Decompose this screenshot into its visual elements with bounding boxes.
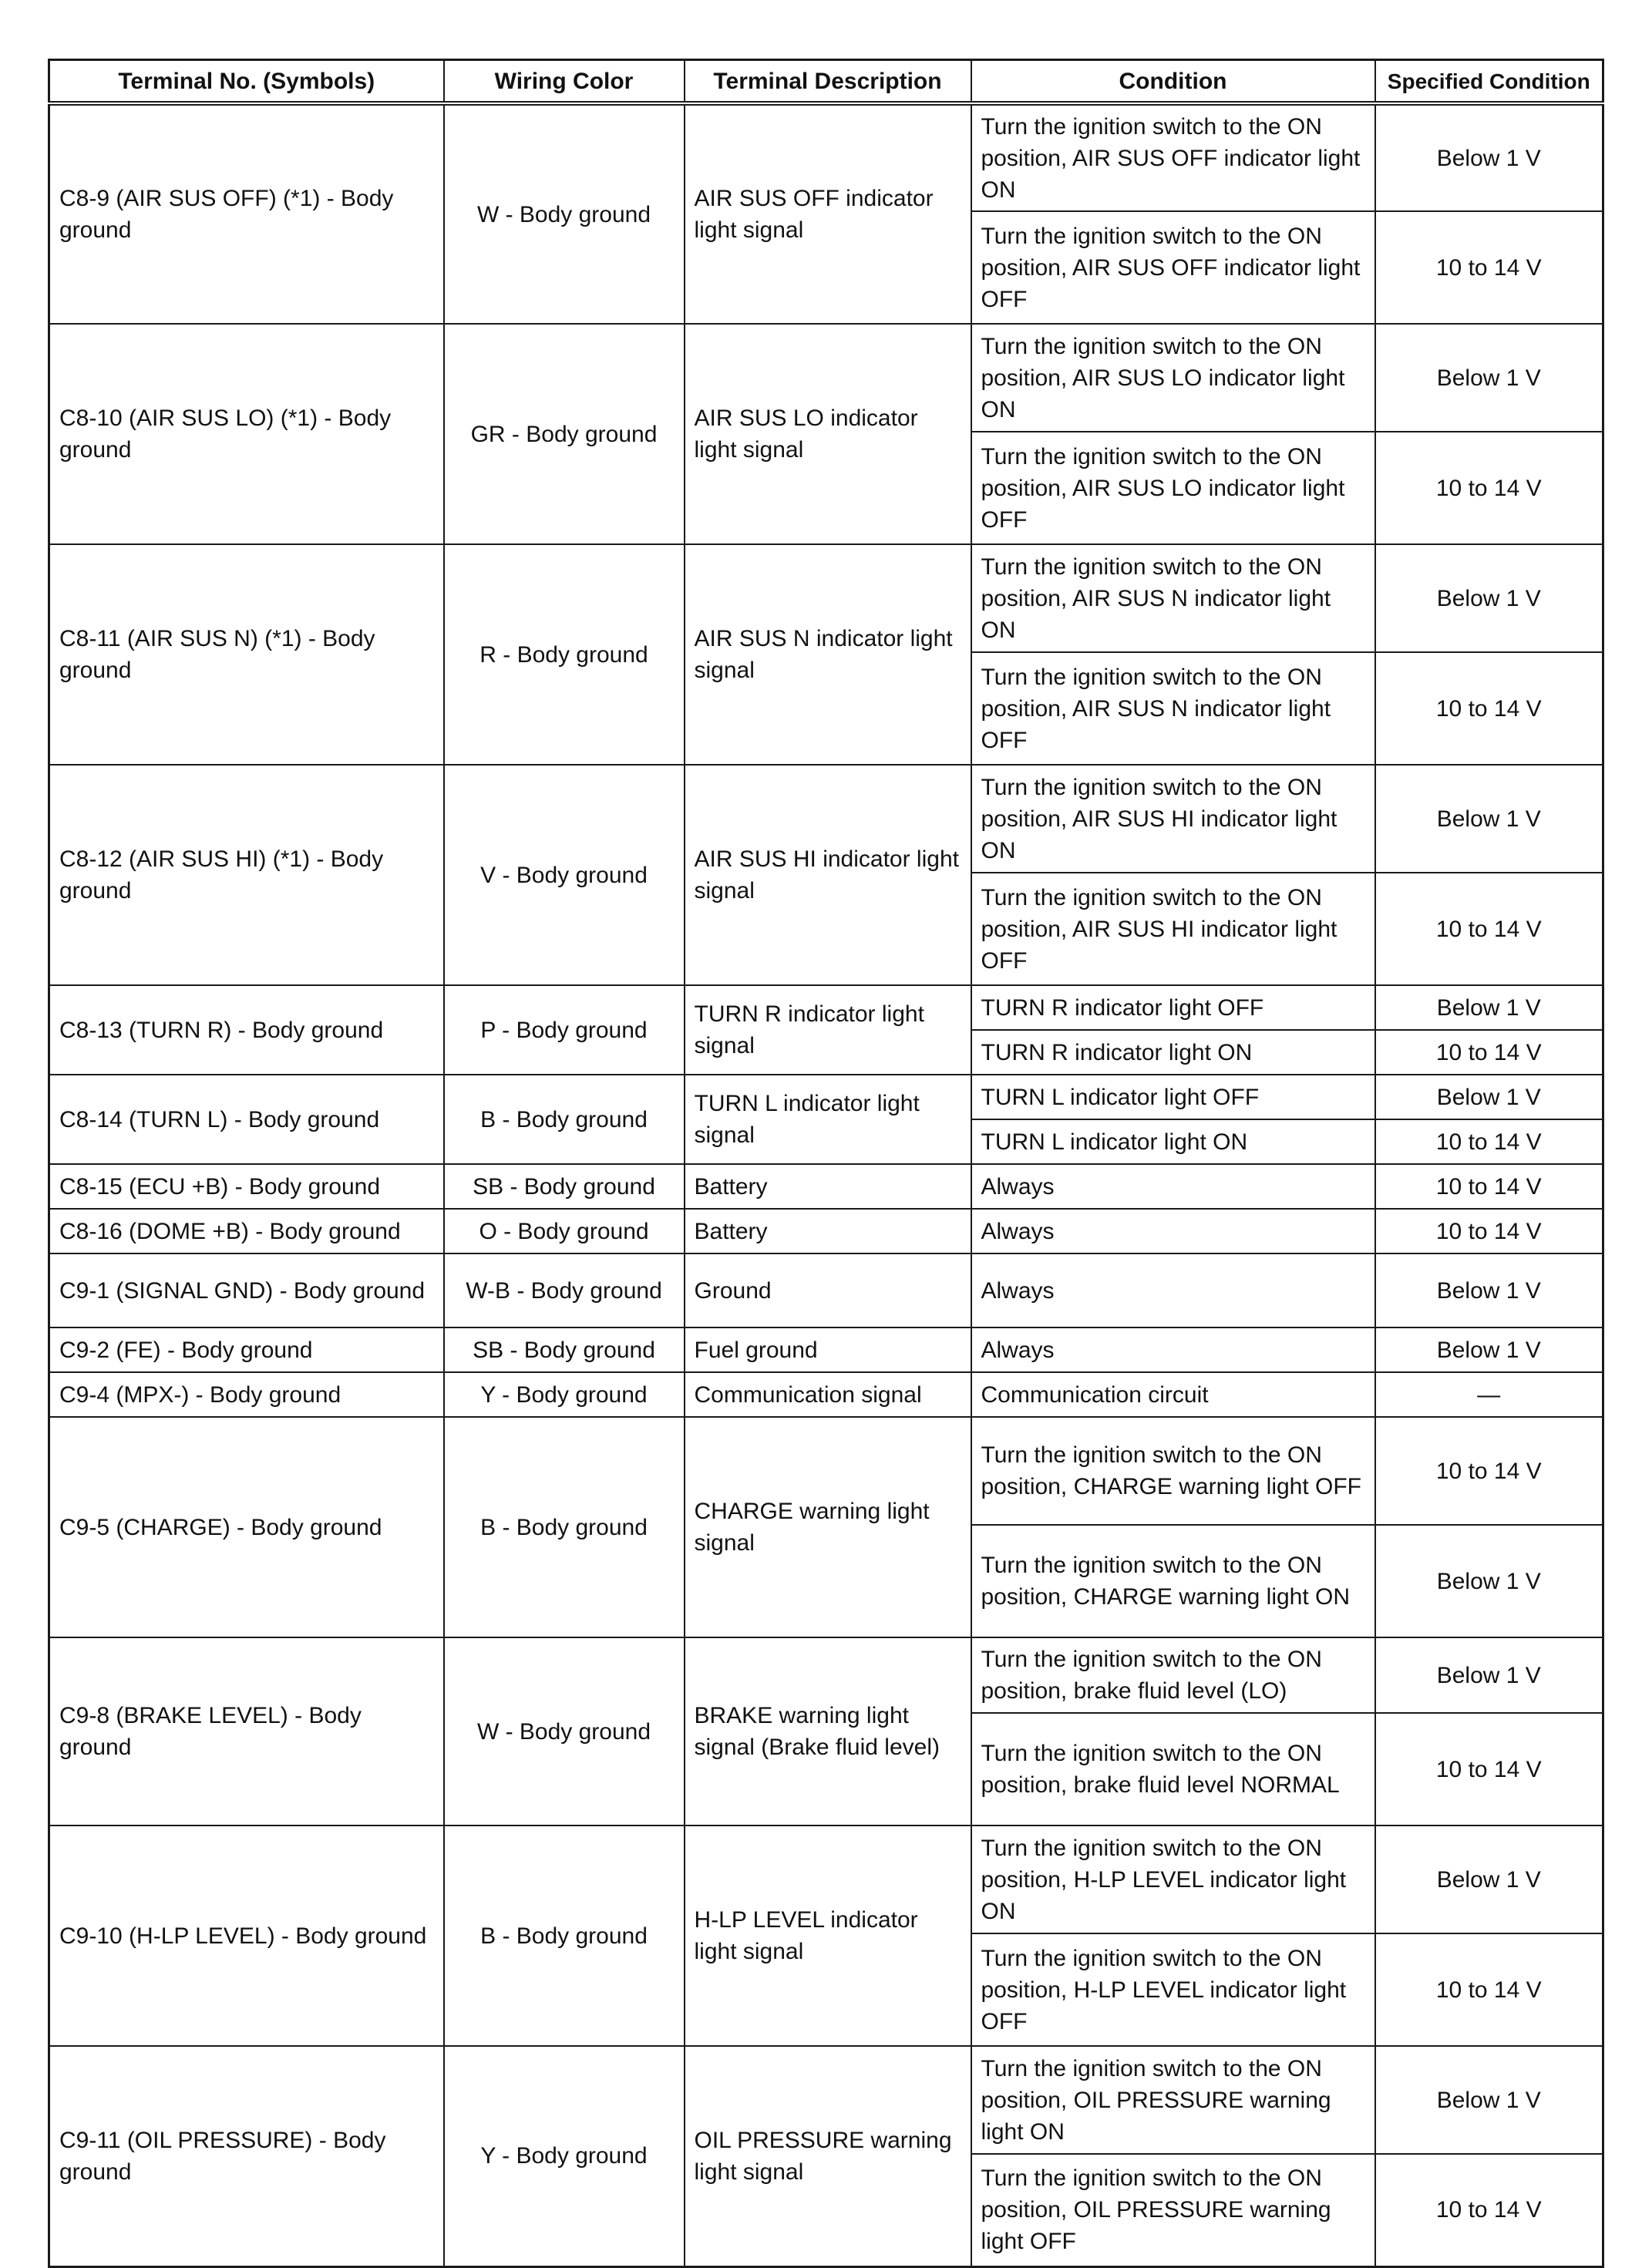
specified-condition-cell: — xyxy=(1375,1372,1603,1417)
wiring-color-cell: SB - Body ground xyxy=(444,1327,685,1372)
specified-condition-cell: 10 to 14 V xyxy=(1375,873,1603,985)
table-row xyxy=(49,103,1603,211)
specified-condition-cell: 10 to 14 V xyxy=(1375,1713,1603,1826)
wiring-color-cell: B - Body ground xyxy=(444,1417,685,1637)
table-row xyxy=(49,544,1603,652)
terminal-cell: C8-10 (AIR SUS LO) (*1) - Body ground xyxy=(49,324,444,544)
condition-cell: Turn the ignition switch to the ON position, OIL PRESSURE warning light OFF xyxy=(971,2154,1375,2266)
condition-cell: Turn the ignition switch to the ON position, AIR SUS LO indicator light ON xyxy=(971,324,1375,432)
wiring-color-cell: B - Body ground xyxy=(444,1826,685,2046)
specified-condition-cell: Below 1 V xyxy=(1375,1327,1603,1372)
wiring-color-cell: SB - Body ground xyxy=(444,1164,685,1209)
condition-cell: Turn the ignition switch to the ON position, brake fluid level (LO) xyxy=(971,1637,1375,1713)
specified-condition-cell: Below 1 V xyxy=(1375,765,1603,873)
specified-condition-cell: Below 1 V xyxy=(1375,1826,1603,1933)
header-terminal: Terminal No. (Symbols) xyxy=(49,60,444,104)
condition-cell: Turn the ignition switch to the ON position, AIR SUS OFF indicator light OFF xyxy=(971,211,1375,324)
description-cell: Battery xyxy=(685,1209,971,1253)
table-row xyxy=(49,1253,1603,1327)
table-row xyxy=(49,1637,1603,1713)
terminal-cell: C8-16 (DOME +B) - Body ground xyxy=(49,1209,444,1253)
table-row xyxy=(49,1826,1603,1933)
table-body xyxy=(49,103,1603,2266)
specified-condition-cell: 10 to 14 V xyxy=(1375,1164,1603,1209)
description-cell: AIR SUS LO indicator light signal xyxy=(685,324,971,544)
condition-cell: Turn the ignition switch to the ON position, AIR SUS N indicator light ON xyxy=(971,544,1375,652)
wiring-color-cell: GR - Body ground xyxy=(444,324,685,544)
condition-cell: Turn the ignition switch to the ON position, AIR SUS N indicator light OFF xyxy=(971,652,1375,765)
specified-condition-cell: Below 1 V xyxy=(1375,544,1603,652)
header-wiring-color: Wiring Color xyxy=(444,60,685,104)
table-row xyxy=(49,1372,1603,1417)
specified-condition-cell: Below 1 V xyxy=(1375,985,1603,1030)
terminal-cell: C9-8 (BRAKE LEVEL) - Body ground xyxy=(49,1637,444,1826)
description-cell: TURN L indicator light signal xyxy=(685,1075,971,1164)
wiring-color-cell: P - Body ground xyxy=(444,985,685,1075)
specified-condition-cell: Below 1 V xyxy=(1375,1525,1603,1637)
description-cell: AIR SUS OFF indicator light signal xyxy=(685,103,971,324)
specified-condition-cell: 10 to 14 V xyxy=(1375,652,1603,765)
terminal-cell: C8-14 (TURN L) - Body ground xyxy=(49,1075,444,1164)
condition-cell: Always xyxy=(971,1253,1375,1327)
wiring-color-cell: W - Body ground xyxy=(444,1637,685,1826)
table-row xyxy=(49,324,1603,432)
table-row xyxy=(49,1417,1603,1525)
wiring-color-cell: Y - Body ground xyxy=(444,1372,685,1417)
header-terminal-description: Terminal Description xyxy=(685,60,971,104)
specified-condition-cell: Below 1 V xyxy=(1375,1637,1603,1713)
terminal-cell: C9-4 (MPX-) - Body ground xyxy=(49,1372,444,1417)
header-row xyxy=(49,60,1603,104)
header-condition: Condition xyxy=(971,60,1375,104)
terminal-cell: C9-2 (FE) - Body ground xyxy=(49,1327,444,1372)
description-cell: Communication signal xyxy=(685,1372,971,1417)
condition-cell: Turn the ignition switch to the ON position, CHARGE warning light ON xyxy=(971,1525,1375,1637)
condition-cell: TURN L indicator light ON xyxy=(971,1119,1375,1164)
description-cell: BRAKE warning light signal (Brake fluid level) xyxy=(685,1637,971,1826)
terminal-cell: C9-11 (OIL PRESSURE) - Body ground xyxy=(49,2046,444,2266)
terminal-cell: C9-10 (H-LP LEVEL) - Body ground xyxy=(49,1826,444,2046)
condition-cell: Communication circuit xyxy=(971,1372,1375,1417)
wiring-color-cell: W - Body ground xyxy=(444,103,685,324)
wiring-color-cell: Y - Body ground xyxy=(444,2046,685,2266)
table-row xyxy=(49,1164,1603,1209)
condition-cell: Turn the ignition switch to the ON position, AIR SUS LO indicator light OFF xyxy=(971,432,1375,544)
description-cell: AIR SUS N indicator light signal xyxy=(685,544,971,765)
description-cell: H-LP LEVEL indicator light signal xyxy=(685,1826,971,2046)
condition-cell: TURN R indicator light ON xyxy=(971,1030,1375,1075)
specified-condition-cell: 10 to 14 V xyxy=(1375,1933,1603,2046)
specified-condition-cell: 10 to 14 V xyxy=(1375,1030,1603,1075)
condition-cell: Turn the ignition switch to the ON position, CHARGE warning light OFF xyxy=(971,1417,1375,1525)
condition-cell: Turn the ignition switch to the ON position, AIR SUS HI indicator light ON xyxy=(971,765,1375,873)
wiring-color-cell: O - Body ground xyxy=(444,1209,685,1253)
specified-condition-cell: 10 to 14 V xyxy=(1375,1417,1603,1525)
wiring-color-cell: R - Body ground xyxy=(444,544,685,765)
condition-cell: Turn the ignition switch to the ON position, AIR SUS HI indicator light OFF xyxy=(971,873,1375,985)
condition-cell: Always xyxy=(971,1209,1375,1253)
table-row xyxy=(49,765,1603,873)
terminal-spec-table xyxy=(48,59,1604,2268)
table-row xyxy=(49,985,1603,1030)
specified-condition-cell: Below 1 V xyxy=(1375,1075,1603,1119)
condition-cell: TURN R indicator light OFF xyxy=(971,985,1375,1030)
condition-cell: Always xyxy=(971,1327,1375,1372)
description-cell: Battery xyxy=(685,1164,971,1209)
table-row xyxy=(49,1209,1603,1253)
condition-cell: Turn the ignition switch to the ON position, H-LP LEVEL indicator light OFF xyxy=(971,1933,1375,2046)
wiring-color-cell: V - Body ground xyxy=(444,765,685,985)
description-cell: TURN R indicator light signal xyxy=(685,985,971,1075)
specified-condition-cell: Below 1 V xyxy=(1375,324,1603,432)
description-cell: OIL PRESSURE warning light signal xyxy=(685,2046,971,2266)
condition-cell: Always xyxy=(971,1164,1375,1209)
condition-cell: Turn the ignition switch to the ON position, OIL PRESSURE warning light ON xyxy=(971,2046,1375,2154)
condition-cell: Turn the ignition switch to the ON position, H-LP LEVEL indicator light ON xyxy=(971,1826,1375,1933)
wiring-color-cell: W-B - Body ground xyxy=(444,1253,685,1327)
specified-condition-cell: Below 1 V xyxy=(1375,103,1603,211)
specified-condition-cell: 10 to 14 V xyxy=(1375,211,1603,324)
specified-condition-cell: 10 to 14 V xyxy=(1375,432,1603,544)
header-specified-condition: Specified Condition xyxy=(1375,60,1603,104)
table-header xyxy=(49,60,1603,104)
condition-cell: Turn the ignition switch to the ON position, brake fluid level NORMAL xyxy=(971,1713,1375,1826)
specified-condition-cell: 10 to 14 V xyxy=(1375,1209,1603,1253)
wiring-color-cell: B - Body ground xyxy=(444,1075,685,1164)
description-cell: CHARGE warning light signal xyxy=(685,1417,971,1637)
terminal-cell: C9-1 (SIGNAL GND) - Body ground xyxy=(49,1253,444,1327)
terminal-cell: C8-9 (AIR SUS OFF) (*1) - Body ground xyxy=(49,103,444,324)
specified-condition-cell: 10 to 14 V xyxy=(1375,1119,1603,1164)
terminal-cell: C8-11 (AIR SUS N) (*1) - Body ground xyxy=(49,544,444,765)
table-row xyxy=(49,2046,1603,2154)
condition-cell: Turn the ignition switch to the ON position, AIR SUS OFF indicator light ON xyxy=(971,103,1375,211)
description-cell: Fuel ground xyxy=(685,1327,971,1372)
specified-condition-cell: 10 to 14 V xyxy=(1375,2154,1603,2266)
specified-condition-cell: Below 1 V xyxy=(1375,1253,1603,1327)
table-row xyxy=(49,1075,1603,1119)
table-row xyxy=(49,1327,1603,1372)
specified-condition-cell: Below 1 V xyxy=(1375,2046,1603,2154)
terminal-cell: C9-5 (CHARGE) - Body ground xyxy=(49,1417,444,1637)
terminal-cell: C8-13 (TURN R) - Body ground xyxy=(49,985,444,1075)
description-cell: Ground xyxy=(685,1253,971,1327)
terminal-cell: C8-12 (AIR SUS HI) (*1) - Body ground xyxy=(49,765,444,985)
description-cell: AIR SUS HI indicator light signal xyxy=(685,765,971,985)
terminal-cell: C8-15 (ECU +B) - Body ground xyxy=(49,1164,444,1209)
condition-cell: TURN L indicator light OFF xyxy=(971,1075,1375,1119)
